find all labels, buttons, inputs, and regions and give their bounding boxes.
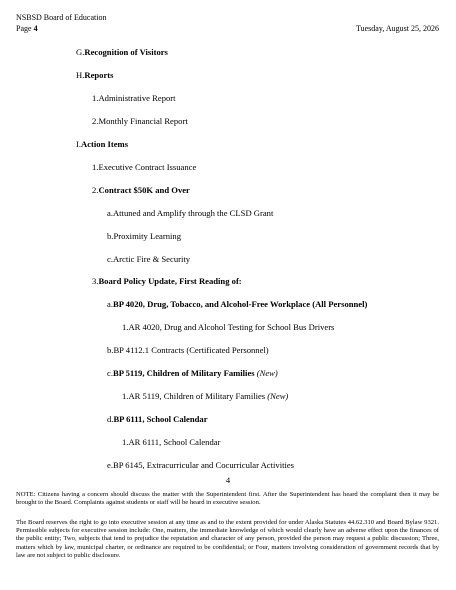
page-label-text: Page <box>16 24 34 33</box>
agenda-section-h <box>76 70 113 81</box>
section-letter: H. <box>76 70 85 80</box>
new-note: (New) <box>256 368 278 378</box>
meeting-date: Tuesday, August 25, 2026 <box>356 24 439 33</box>
page-label <box>16 23 106 34</box>
item-number: 3. <box>92 276 99 286</box>
item-number: 2. <box>92 185 99 195</box>
policy-item-c <box>107 368 278 379</box>
item-title: BP 5119, Children of Military Families <box>112 368 257 378</box>
agenda-item: 1.Executive Contract Issuance <box>92 162 197 172</box>
agenda-section-g <box>76 47 168 58</box>
item-letter: c. <box>107 368 113 378</box>
policy-item-e: e.BP 6145, Extracurricular and Cocurricular Activities <box>107 460 295 470</box>
item-letter: a. <box>107 299 113 309</box>
policy-item-d <box>107 414 208 425</box>
page-header-left <box>16 12 106 34</box>
section-letter: G. <box>76 47 85 57</box>
page-number-header: 4 <box>33 24 38 33</box>
item-text: 1.AR 5119, Children of Military Families <box>122 391 268 401</box>
policy-item-a <box>107 299 367 310</box>
policy-subitem: 1.AR 4020, Drug and Alcohol Testing for School Bus Drivers <box>122 322 335 332</box>
agenda-item: 2.Monthly Financial Report <box>92 116 188 126</box>
policy-subitem <box>122 391 288 402</box>
section-title: Reports <box>84 70 114 80</box>
agenda-section-i <box>76 139 128 150</box>
citizen-concern-note: NOTE: Citizens having a concern should discuss the matter with the Superintendent first. After the Superintendent has heard the complaint then it may be brought to the Board. Complaints against students or staff will be heard in executive session. <box>16 491 439 507</box>
policy-item-b: b.BP 4112.1 Contracts (Certificated Personnel) <box>107 345 269 355</box>
agenda-subitem: a.Attuned and Amplify through the CLSD Grant <box>107 208 274 218</box>
section-letter: I. <box>76 139 82 149</box>
new-note: (New) <box>267 391 289 401</box>
agenda-subitem: c.Arctic Fire & Security <box>107 254 191 264</box>
organization-name: NSBSD Board of Education <box>16 13 107 22</box>
policy-subitem: 1.AR 6111, School Calendar <box>122 437 221 447</box>
item-title: BP 6111, School Calendar <box>113 414 208 424</box>
item-title: BP 4020, Drug, Tobacco, and Alcohol-Free Workplace (All Personnel) <box>112 299 368 309</box>
agenda-item-contracts <box>92 185 190 196</box>
page-footer-number: 4 <box>225 475 231 485</box>
agenda-subitem: b.Proximity Learning <box>107 231 181 241</box>
section-title: Recognition of Visitors <box>84 47 168 57</box>
agenda-item: 1.Administrative Report <box>92 93 176 103</box>
item-letter: d. <box>107 414 114 424</box>
agenda-item-policy-update <box>92 276 242 287</box>
item-title: Contract $50K and Over <box>98 185 190 195</box>
item-title: Board Policy Update, First Reading of: <box>98 276 242 286</box>
executive-session-note: The Board reserves the right to go into executive session at any time as and to the extent provided for under Alaska Statutes 44.62.310 and Board Bylaw 9321. Permissible subjects for executive session include: One, matters, the immediate knowledge of which would clearly have an adverse effect upon the finances of the public entity; Two, subjects that tend to prejudice the reputation and character of any person, provided the person may request a public discussion; Three, matters which by law, municipal charter, or ordinance are required to be confidential; or Four, matters involving consideration of government records that by law are not subject to public disclosure. <box>16 519 439 559</box>
section-title: Action Items <box>81 139 129 149</box>
